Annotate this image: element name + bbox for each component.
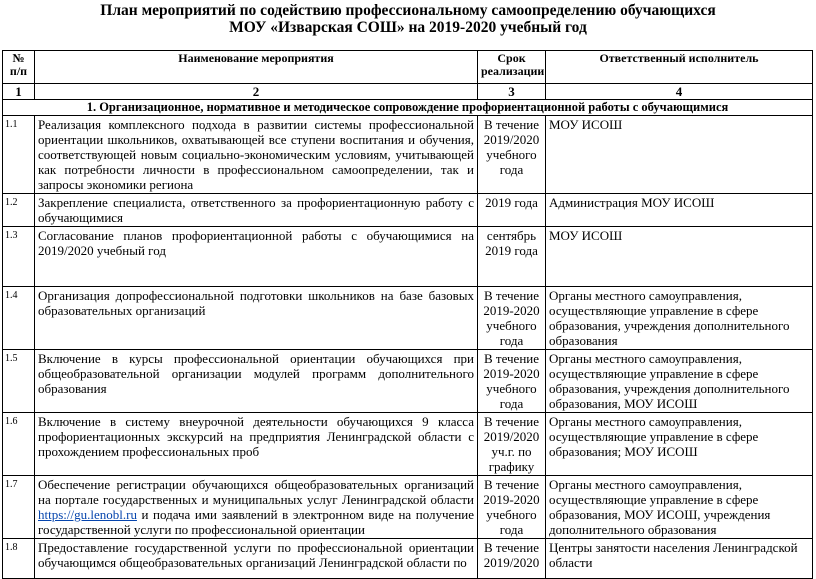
section-row	[3, 100, 813, 116]
description-text: и подача ими заявлений в электронном виде на получение государственной услуги по профессиональной ориентации	[38, 507, 474, 537]
column-numbers-row	[3, 84, 813, 100]
row-responsible: Органы местного самоуправления, осуществляющие управление в сфере образования, учреждения дополнительного образования	[546, 287, 813, 350]
row-number: 1.4	[3, 287, 35, 350]
row-term: В течение 2019/2020 учебного года	[478, 116, 546, 194]
row-description: Согласование планов профориентационной работы с обучающимися на 2019/2020 учебный год	[35, 227, 478, 287]
row-term: В течение 2019/2020	[478, 539, 546, 579]
row-responsible: МОУ ИСОШ	[546, 227, 813, 287]
row-responsible: Центры занятости населения Ленинградской области	[546, 539, 813, 579]
column-number: 4	[546, 84, 813, 100]
table-row	[3, 194, 813, 227]
column-number: 1	[3, 84, 35, 100]
header-term: Срок реализации	[478, 51, 546, 84]
row-number: 1.5	[3, 350, 35, 413]
header-name: Наименование мероприятия	[35, 51, 478, 84]
table-row	[3, 227, 813, 287]
title-line-2: МОУ «Изварская СОШ» на 2019-2020 учебный год	[229, 19, 587, 36]
table-row	[3, 476, 813, 539]
row-responsible: Органы местного самоуправления, осуществляющие управление в сфере образования; МОУ ИСОШ	[546, 413, 813, 476]
row-number: 1.7	[3, 476, 35, 539]
row-term: В течение 2019-2020 учебного года	[478, 350, 546, 413]
row-responsible: Органы местного самоуправления, осуществляющие управление в сфере образования, МОУ ИСОШ, учреждения дополнительного образования	[546, 476, 813, 539]
column-number: 2	[35, 84, 478, 100]
table-row	[3, 287, 813, 350]
description-text: Обеспечение регистрации обучающихся общеобразовательных организаций на портале государственных и муниципальных услуг Ленинградской области	[38, 477, 474, 507]
row-description: Предоставление государственной услуги по профессиональной ориентации обучающимся общеобразовательных организаций Ленинградской области по	[35, 539, 478, 579]
row-responsible: МОУ ИСОШ	[546, 116, 813, 194]
header-responsible: Ответственный исполнитель	[546, 51, 813, 84]
row-term: сентябрь 2019 года	[478, 227, 546, 287]
row-term: 2019 года	[478, 194, 546, 227]
row-description: Включение в систему внеурочной деятельности обучающихся 9 класса профориентационных экскурсий на предприятия Ленинградской области с прохождением профессиональных проб	[35, 413, 478, 476]
row-term: В течение 2019-2020 учебного года	[478, 476, 546, 539]
row-number: 1.1	[3, 116, 35, 194]
header-num: № п/п	[3, 51, 35, 84]
table-row	[3, 539, 813, 579]
row-number: 1.2	[3, 194, 35, 227]
row-number: 1.8	[3, 539, 35, 579]
row-description: Реализация комплексного подхода в развитии системы профессиональной ориентации школьников, охватывающей все ступени воспитания и обучения, соответствующей новым социально-экономическим условиям, учитывающей как потребности личности в профессиональном самоопределении, так и запросы экономики региона	[35, 116, 478, 194]
plan-table	[2, 50, 813, 579]
row-number: 1.6	[3, 413, 35, 476]
row-description: Организация допрофессиональной подготовки школьников на базе базовых образовательных организаций	[35, 287, 478, 350]
title-line-1: План мероприятий по содействию профессиональному самоопределению обучающихся	[100, 2, 716, 19]
row-responsible: Органы местного самоуправления, осуществляющие управление в сфере образования, учреждения дополнительного образования, МОУ ИСОШ	[546, 350, 813, 413]
row-description: Включение в курсы профессиональной ориентации обучающихся при общеобразовательной организации модулей программ дополнительного образования	[35, 350, 478, 413]
row-description	[35, 476, 478, 539]
table-row	[3, 350, 813, 413]
column-number: 3	[478, 84, 546, 100]
portal-link[interactable]: https://gu.lenobl.ru	[38, 507, 137, 522]
row-number: 1.3	[3, 227, 35, 287]
section-title: 1. Организационное, нормативное и методическое сопровождение профориентационной работы с обучающимися	[3, 100, 813, 116]
row-responsible: Администрация МОУ ИСОШ	[546, 194, 813, 227]
row-term: В течение 2019-2020 учебного года	[478, 287, 546, 350]
row-term: В течение 2019/2020 уч.г. по графику	[478, 413, 546, 476]
header-row	[3, 51, 813, 84]
table-row	[3, 116, 813, 194]
document-title	[0, 2, 816, 36]
row-description: Закрепление специалиста, ответственного за профориентационную работу с обучающимися	[35, 194, 478, 227]
table-row	[3, 413, 813, 476]
